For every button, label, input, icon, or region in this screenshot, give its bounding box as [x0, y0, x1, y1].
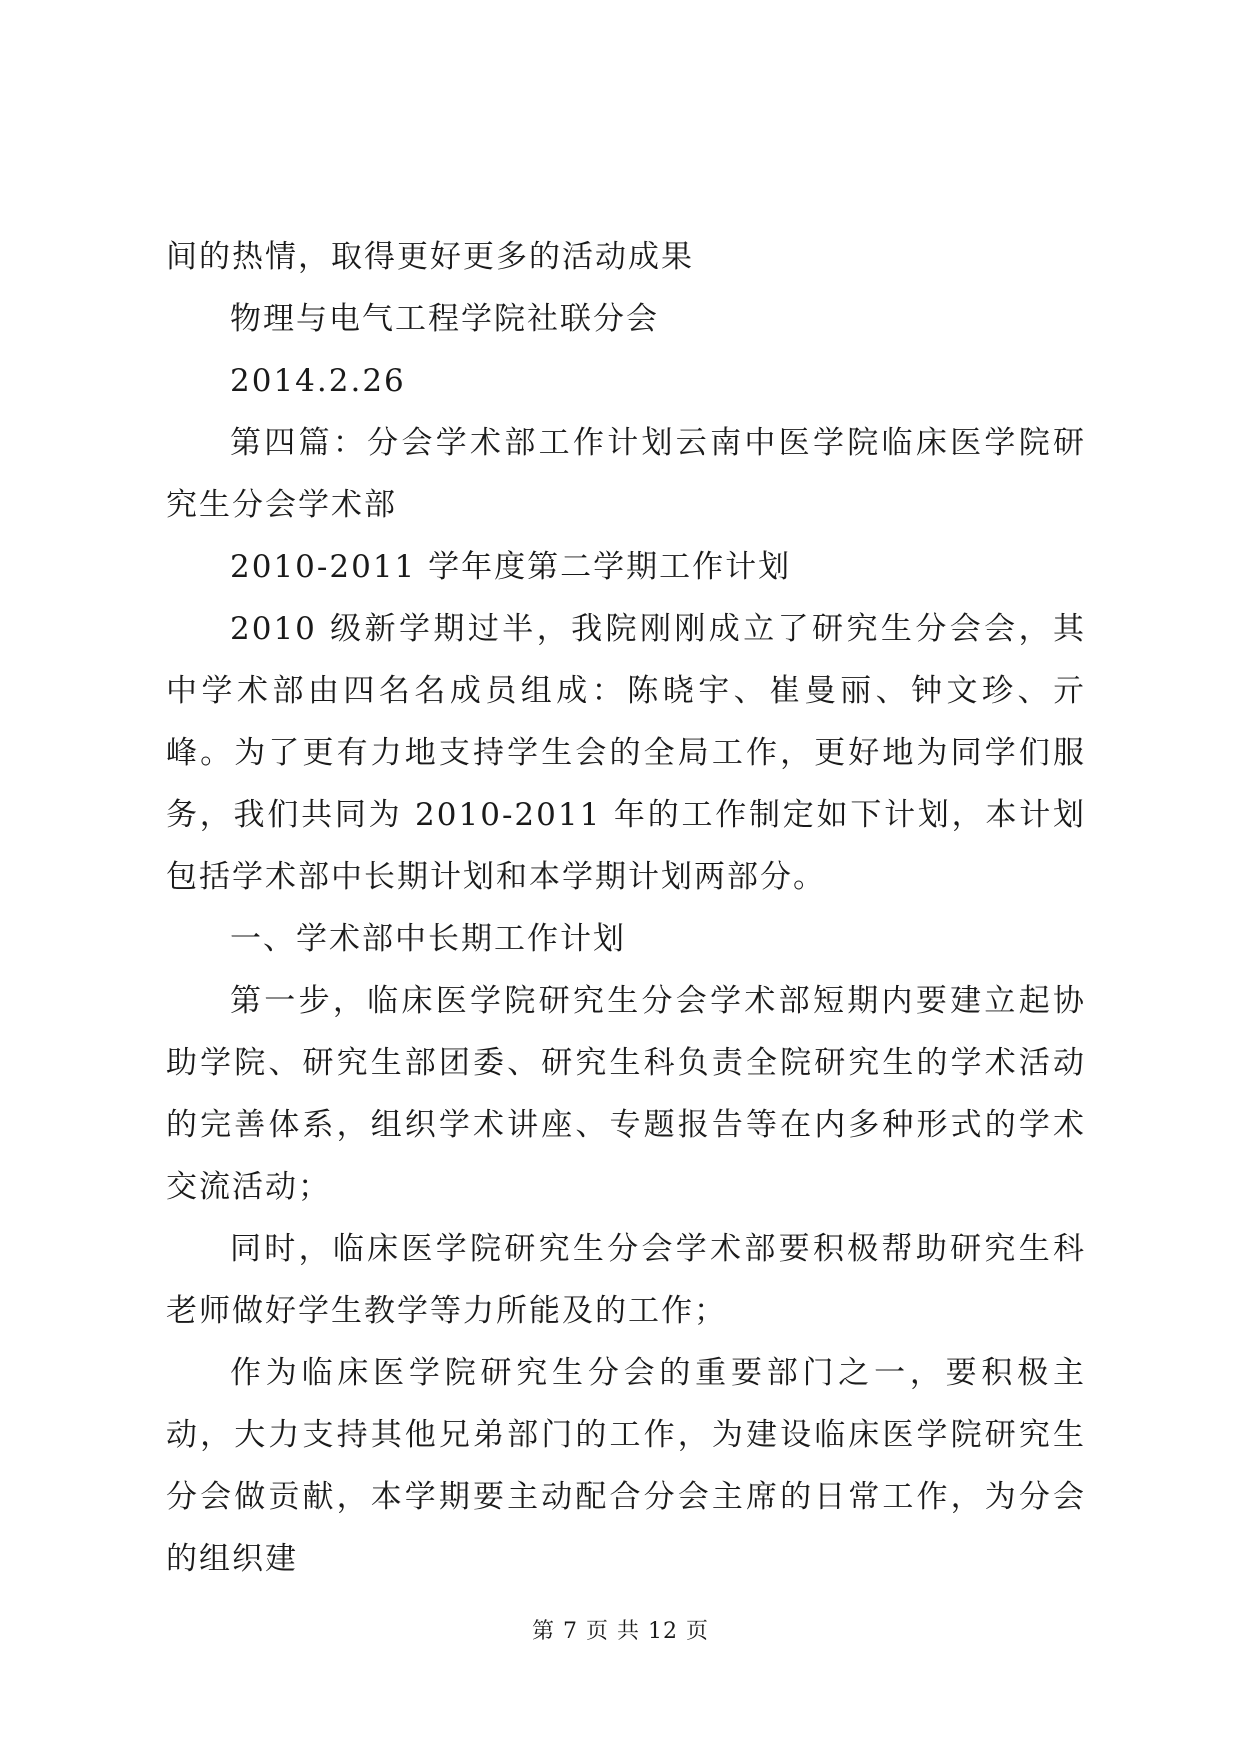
paragraph-plan-title: 2010-2011 学年度第二学期工作计划: [230, 549, 792, 585]
paragraph-section-title: 第四篇：分会学术部工作计划云南中医学院临床医学院研究生分会学术部: [166, 425, 1086, 523]
paragraph-meanwhile: 同时，临床医学院研究生分会学术部要积极帮助研究生科老师做好学生教学等力所能及的工作；: [166, 1231, 1086, 1329]
document-body: [166, 226, 1086, 1590]
page-number-footer: 第 7 页 共 12 页: [532, 1619, 709, 1644]
paragraph-signature-org: 物理与电气工程学院社联分会: [230, 301, 659, 337]
paragraph-continuation: 间的热情，取得更好更多的活动成果: [166, 239, 694, 275]
paragraph-department-role: 作为临床医学院研究生分会的重要部门之一，要积极主动，大力支持其他兄弟部门的工作，为建设临床医学院研究生分会做贡献，本学期要主动配合分会主席的日常工作，为分会的组织建: [166, 1355, 1086, 1577]
paragraph-intro: 2010 级新学期过半，我院刚刚成立了研究生分会会，其中学术部由四名名成员组成：陈晓宇、崔曼丽、钟文珍、亓峰。为了更有力地支持学生会的全局工作，更好地为同学们服务，我们共同为 2010-2011 年的工作制定如下计划，本计划包括学术部中长期计划和本学期计划两部分。: [166, 611, 1086, 895]
paragraph-signature-date: 2014.2.26: [230, 363, 406, 399]
paragraph-step-one: 第一步，临床医学院研究生分会学术部短期内要建立起协助学院、研究生部团委、研究生科负责全院研究生的学术活动的完善体系，组织学术讲座、专题报告等在内多种形式的学术交流活动；: [166, 983, 1086, 1205]
paragraph-heading-long-term: 一、学术部中长期工作计划: [230, 921, 626, 957]
